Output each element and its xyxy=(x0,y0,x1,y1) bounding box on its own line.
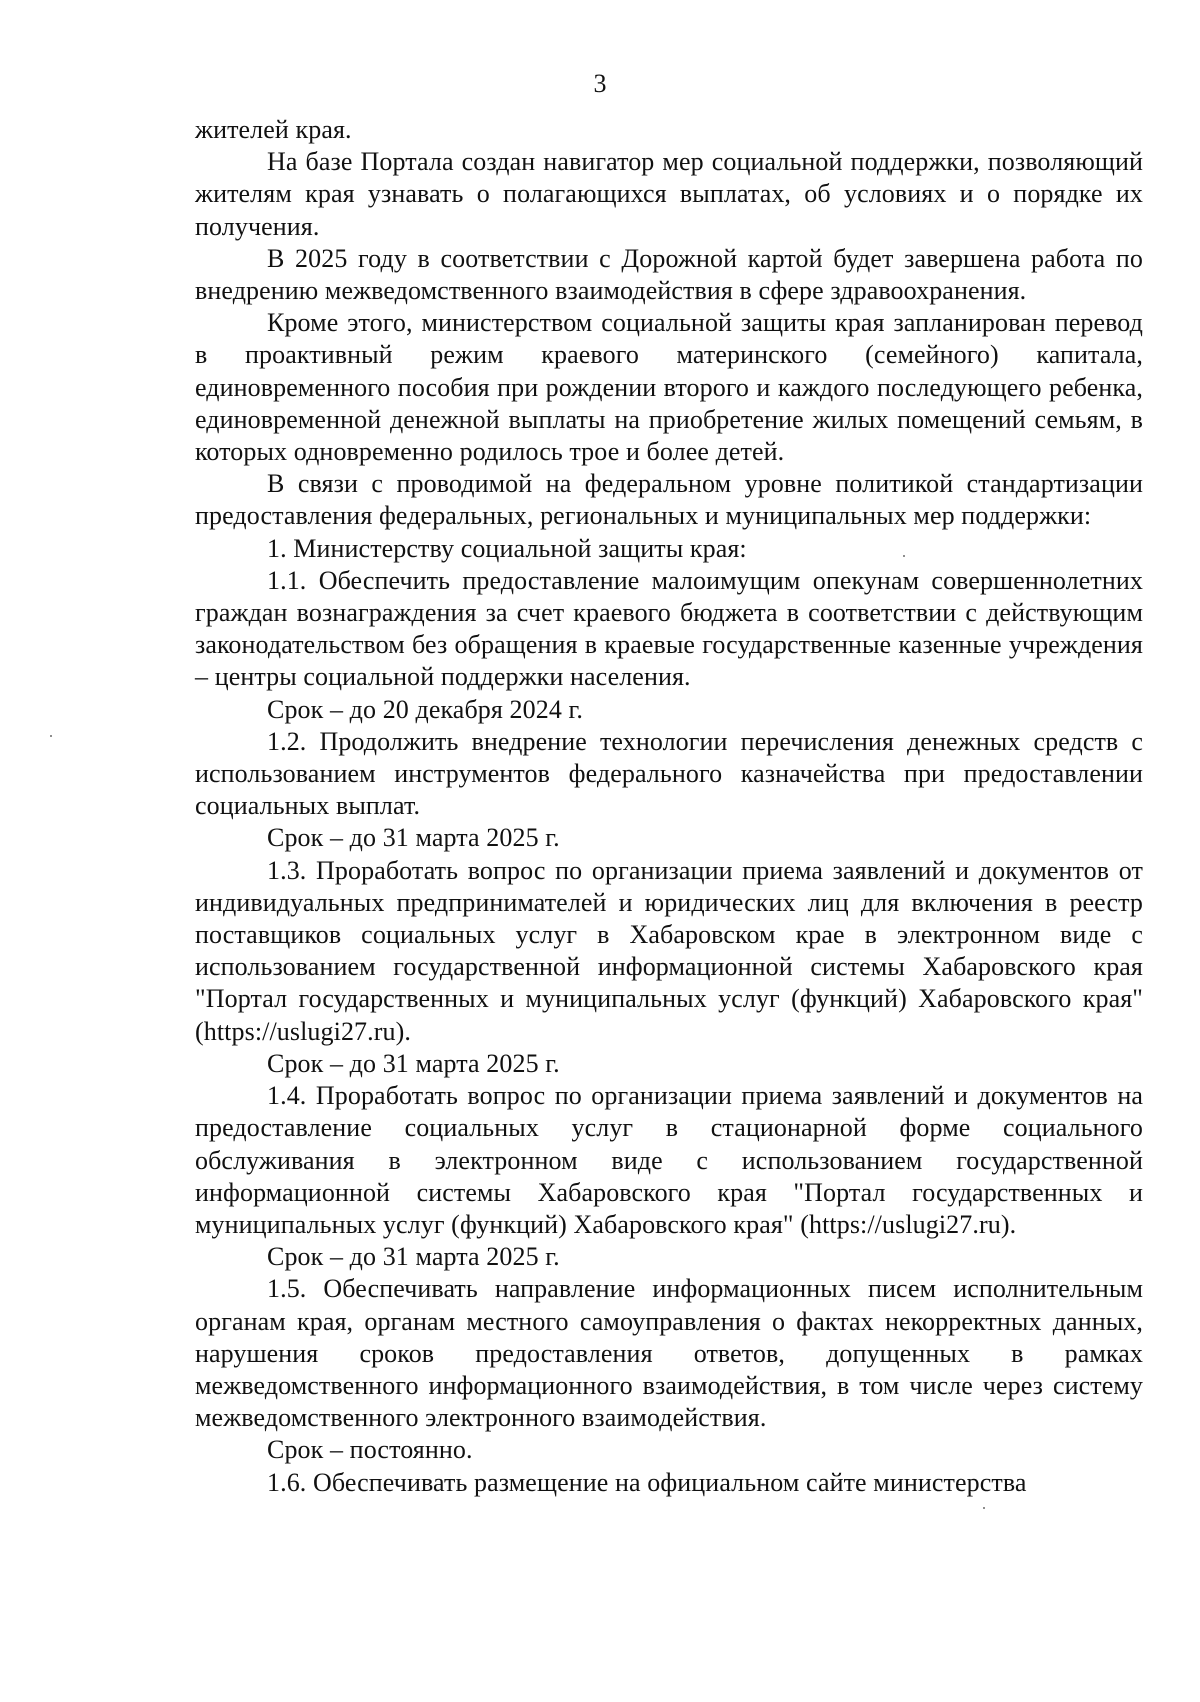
scan-speck xyxy=(50,735,52,737)
paragraph: 1.1. Обеспечить предоставление малоимущим опекунам совершеннолетних граждан вознаграждения за счет краевого бюджета в соответствии с действующим законодательством без обращения в краевые государственные казенные учреждения – центры социальной поддержки населения. xyxy=(195,565,1143,692)
paragraph: Срок – до 31 марта 2025 г. xyxy=(267,1048,560,1078)
paragraph: 1.6. Обеспечивать размещение на официальном сайте министерства xyxy=(267,1467,1027,1497)
paragraph: В 2025 году в соответствии с Дорожной картой будет завершена работа по внедрению межведомственного взаимодействия в сфере здравоохранения. xyxy=(195,243,1143,306)
paragraph: 1. Министерству социальной защиты края: xyxy=(267,533,747,563)
paragraph: В связи с проводимой на федеральном уровне политикой стандартизации предоставления федеральных, региональных и муниципальных мер поддержки: xyxy=(195,469,1143,531)
scan-speck xyxy=(983,1507,985,1509)
paragraph: жителей края. xyxy=(195,115,352,144)
paragraph: 1.4. Проработать вопрос по организации приема заявлений и документов на предоставление социальных услуг в стационарной форме социального обслуживания в электронном виде с использованием государственной информационной системы Хабаровского края "Портал государственных и муниципальных услуг (функций) Хабаровского края" (https://uslugi27.ru). xyxy=(195,1081,1143,1239)
scan-speck xyxy=(903,555,905,557)
paragraph: Срок – до 20 декабря 2024 г. xyxy=(267,694,583,724)
document-body xyxy=(195,114,1143,1499)
paragraph: Срок – до 31 марта 2025 г. xyxy=(267,823,560,853)
paragraph: Срок – постоянно. xyxy=(267,1435,473,1465)
paragraph: Кроме этого, министерством социальной защиты края запланирован перевод в проактивный режим краевого материнского (семейного) капитала, единовременного пособия при рождении второго и каждого последующего ребенка, единовременной денежной выплаты на приобретение жилых помещений семьям, в которых одновременно родилось трое и более детей. xyxy=(195,308,1143,467)
paragraph: 1.2. Продолжить внедрение технологии перечисления денежных средств с использованием инструментов федерального казначейства при предоставлении социальных выплат. xyxy=(195,726,1143,821)
page-number: 3 xyxy=(593,69,607,98)
paragraph: 1.5. Обеспечивать направление информационных писем исполнительным органам края, органам местного самоуправления о фактах некорректных данных, нарушения сроков предоставления ответов, допущенных в рамках межведомственного информационного взаимодействия, в том числе через систему межведомственного электронного взаимодействия. xyxy=(195,1274,1143,1433)
paragraph: 1.3. Проработать вопрос по организации приема заявлений и документов от индивидуальных предпринимателей и юридических лиц для включения в реестр поставщиков социальных услуг в Хабаровском крае в электронном виде с использованием государственной информационной системы Хабаровского края "Портал государственных и муниципальных услуг (функций) Хабаровского края" (https://uslugi27.ru). xyxy=(195,855,1143,1046)
paragraph: Срок – до 31 марта 2025 г. xyxy=(267,1242,560,1272)
paragraph: На базе Портала создан навигатор мер социальной поддержки, позволяющий жителям края узнавать о полагающихся выплатах, об условиях и о порядке их получения. xyxy=(195,147,1143,241)
